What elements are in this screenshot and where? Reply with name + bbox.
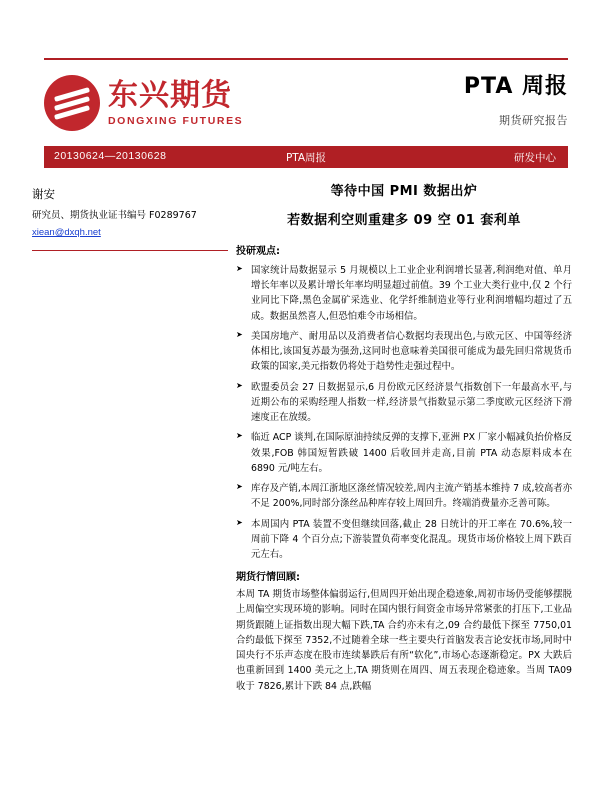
list-item: ➤ 国家统计局数据显示 5 月规模以上工业企业利润增长显著,利润绝对值、单月增长年率以及累计增长年率均明显超过前值。39 个工业大类行业中,仅 2 个行业同比下降,黑色金属矿采选业、化学纤维制造业等行业利润增幅均超过了五成。数据虽然喜人,但恐怕难令市场相信。: [236, 263, 572, 324]
viewpoint-label: 投研观点:: [236, 246, 280, 257]
author-block: [32, 186, 222, 240]
list-item: ➤ 本周国内 PTA 装置不变但继续回落,截止 28 日统计的开工率在 70.6%,较一周前下降 4 个百分点;下游装置负荷率变化混乱。现货市场价格较上周下跌百元左右。: [236, 517, 572, 563]
viewpoint-list: [236, 263, 572, 562]
logo-english-name: DONGXING FUTURES: [108, 115, 244, 127]
logo-chinese-name: 东兴期货: [108, 78, 232, 113]
header-band: [44, 146, 568, 168]
document-subtitle: 期货研究报告: [499, 114, 568, 128]
author-divider: [32, 250, 228, 251]
headline-primary: 等待中国 PMI 数据出炉: [330, 184, 478, 199]
market-review-label: 期货行情回顾:: [236, 572, 300, 584]
list-item: ➤ 美国房地产、耐用品以及消费者信心数据均表现出色,与欧元区、中国等经济体相比,该国复苏最为强劲,这同时也意味着美国很可能成为最先回归常规货币政策的国家,美元指数仍将处于趋势性走强过程中。: [236, 329, 572, 375]
top-divider: [44, 58, 568, 60]
list-item: ➤ 临近 ACP 谈判,在国际原油持续反弹的支撑下,亚洲 PX 厂家小幅减负抬价格反效果,FOB 韩国短暂跌破 1400 后收回并走高,目前 PTA 动态原料成本在 6890 元/吨左右。: [236, 430, 572, 476]
band-department: 研发中心: [514, 152, 556, 164]
document-title: PTA 周报: [463, 74, 568, 99]
market-review-text: 本周 TA 期货市场整体偏弱运行,但周四开始出现企稳迹象,周初市场仍受能够摆脱上周偏空实现环境的影响。同时在国内银行间资金市场异常紧张的打压下,工业品期货跟随上证指数出现大幅下跌,TA 合约亦未有之,09 合约最低下探至 7750,01 合约最低下探至 7352,不过随着全球一些主要央行首脑发表言论安抚市场,同时中国央行不乐声态度在股市连续暴跌后有所“软化”,市场心态逐渐稳定。PX 大跌后也重新回到 1400 美元之上,TA 期货则在周四、周五表现企稳迹象。当周 TA09 收于 7826,累计下跌 84 点,跌幅: [236, 589, 572, 692]
headline-secondary: 若数据利空则重建多 09 空 01 套利单: [287, 212, 521, 228]
band-report-name: PTA周报: [285, 152, 327, 164]
list-item: ➤ 欧盟委员会 27 日数据显示,6 月份欧元区经济景气指数创下一年最高水平,与近期公布的采购经理人指数一样,经济景气指数显示第二季度欧元区经济下滑速度正在放缓。: [236, 380, 572, 426]
logo-mark-icon: [44, 75, 100, 131]
band-date-range: 20130624—20130628: [54, 150, 167, 162]
title-block: [338, 74, 568, 128]
report-content: [236, 182, 572, 694]
author-name: 谢安: [32, 187, 55, 201]
author-email-link[interactable]: xiean@dxqh.net: [32, 227, 101, 239]
author-role: 研究员、期货执业证书编号 F0289767: [32, 210, 197, 221]
report-header: [44, 62, 568, 140]
company-logo: [44, 72, 344, 134]
list-item: ➤ 库存及产销,本周江浙地区涤丝情况较差,周内主流产销基本维持 7 成,较高者亦不足 200%,同时部分涤丝品种库存较上周回升。终端消费量亦乏善可陈。: [236, 481, 572, 511]
